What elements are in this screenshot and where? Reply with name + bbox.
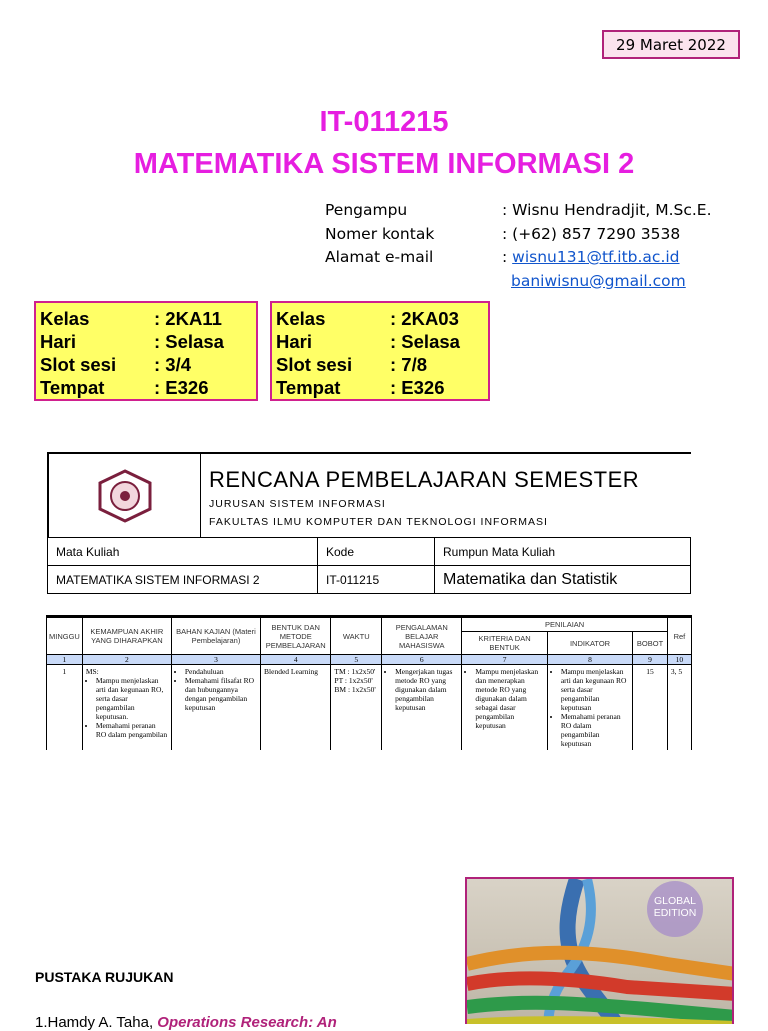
- weekly-header: Ref: [667, 618, 691, 655]
- weekly-subheader: KRITERIA DAN BENTUK: [462, 632, 547, 655]
- bahan-cell: [171, 665, 260, 751]
- rps-faculty: FAKULTAS ILMU KOMPUTER DAN TEKNOLOGI INFORMASI: [209, 516, 548, 528]
- kemampuan-cell: [82, 665, 171, 751]
- date-text: 29 Maret 2022: [616, 35, 726, 54]
- reference-item-1: [35, 1014, 337, 1031]
- column-number: 7: [462, 655, 547, 665]
- weekly-row-week-1: [47, 665, 692, 751]
- class-row: [276, 353, 488, 376]
- class-value: : Selasa: [390, 331, 460, 352]
- ref-cell: 3, 5: [667, 665, 691, 751]
- class-key: Tempat: [276, 377, 341, 398]
- class-card-2ka11: [34, 301, 258, 401]
- contact-row-email: [325, 246, 712, 270]
- class-key: Hari: [276, 331, 312, 352]
- contact-value: : Wisnu Hendradjit, M.Sc.E.: [502, 201, 712, 219]
- column-number: 9: [633, 655, 668, 665]
- rps-info-cell: Matematika dan Statistik: [435, 566, 691, 594]
- rps-info-cell: MATEMATIKA SISTEM INFORMASI 2: [48, 566, 318, 594]
- weekly-header: PENILAIAN: [462, 618, 667, 632]
- email-link-secondary[interactable]: baniwisnu@gmail.com: [511, 271, 686, 290]
- column-number: 6: [382, 655, 462, 665]
- contact-label: Alamat e-mail: [325, 248, 434, 266]
- rps-info-value-row: [48, 566, 691, 594]
- column-number: 5: [331, 655, 382, 665]
- weekly-plan-table: [46, 615, 692, 777]
- rps-head: [47, 452, 691, 538]
- class-row: [40, 376, 256, 399]
- contact-label: Nomer kontak: [325, 224, 435, 243]
- class-row: [276, 376, 488, 399]
- kemampuan-lead: MS:: [85, 667, 99, 676]
- bahan-item: • Memahami filsafat RO dan hubungannya dengan pengambilan keputusan: [185, 676, 257, 712]
- column-number: 2: [82, 655, 171, 665]
- bahan-item: • Pendahuluan: [185, 667, 257, 676]
- class-key: Slot sesi: [276, 354, 353, 375]
- week-cell: 1: [47, 665, 83, 751]
- column-number: 4: [261, 655, 331, 665]
- indikator-cell: [547, 665, 632, 751]
- university-logo-icon: [96, 469, 154, 523]
- contact-row-email-secondary: [325, 270, 712, 294]
- rps-info-label-row: [48, 538, 691, 566]
- weekly-header: KEMAMPUAN AKHIR YANG DIHARAPKAN: [82, 618, 171, 655]
- waktu-line: PT : 1x2x50': [334, 676, 373, 685]
- waktu-cell: [331, 665, 382, 751]
- contact-label: Pengampu: [325, 201, 408, 219]
- weekly-number-row: [47, 655, 692, 665]
- contact-info: [325, 199, 712, 293]
- kemampuan-item: • Memahami peranan RO dalam pengambilan: [96, 721, 168, 739]
- references-heading: PUSTAKA RUJUKAN: [35, 969, 174, 985]
- class-card-2ka03: [270, 301, 490, 401]
- rps-header-table: [47, 452, 691, 598]
- column-number: 3: [171, 655, 260, 665]
- weekly-header: WAKTU: [331, 618, 382, 655]
- class-value: : Selasa: [154, 331, 224, 352]
- rps-info-cell: Mata Kuliah: [48, 538, 318, 566]
- bobot-cell: 15: [633, 665, 668, 751]
- class-value: : 3/4: [154, 354, 192, 375]
- class-row: [276, 307, 488, 330]
- contact-row-phone: [325, 223, 712, 247]
- class-key: Kelas: [40, 308, 90, 329]
- class-value: : E326: [390, 377, 445, 398]
- rps-info-cell: IT-011215: [318, 566, 435, 594]
- rps-info-cell: Rumpun Mata Kuliah: [435, 538, 691, 566]
- logo-cell: [49, 454, 201, 538]
- kriteria-cell: [462, 665, 547, 751]
- rps-info-cell: Kode: [318, 538, 435, 566]
- waktu-line: BM : 1x2x50': [334, 685, 376, 694]
- waktu-line: TM : 1x2x50': [334, 667, 376, 676]
- class-value: : E326: [154, 377, 209, 398]
- class-key: Slot sesi: [40, 354, 117, 375]
- class-key: Kelas: [276, 308, 326, 329]
- class-value: : 2KA03: [390, 308, 459, 329]
- weekly-header: BAHAN KAJIAN (Materi Pembelajaran): [171, 618, 260, 655]
- kriteria-item: • Mampu menjelaskan dan menerapkan metode RO yang digunakan dalam sebagai dasar pengambilan keputusan: [475, 667, 543, 730]
- metode-cell: Blended Learning: [261, 665, 331, 751]
- weekly-header: MINGGU: [47, 618, 83, 655]
- class-row: [40, 330, 256, 353]
- pengalaman-cell: [382, 665, 462, 751]
- column-number: 10: [667, 655, 691, 665]
- indikator-item: • Mampu menjelaskan arti dan kegunaan RO serta dasar pengambilan keputusan: [561, 667, 629, 712]
- pengalaman-item: • Mengerjakan tugas metode RO yang digunakan dalam pengambilan keputusan: [395, 667, 458, 712]
- class-value: : 7/8: [390, 354, 428, 375]
- rps-title: RENCANA PEMBELAJARAN SEMESTER: [209, 467, 640, 492]
- rps-department: JURUSAN SISTEM INFORMASI: [209, 498, 386, 510]
- column-number: 8: [547, 655, 632, 665]
- email-prefix: :: [502, 248, 513, 266]
- contact-row-lecturer: [325, 199, 712, 223]
- reference-author: 1.Hamdy A. Taha,: [35, 1014, 158, 1031]
- global-edition-badge: GLOBAL EDITION: [653, 895, 697, 919]
- class-value: : 2KA11: [154, 308, 222, 329]
- weekly-subheader: BOBOT: [633, 632, 668, 655]
- contact-value: : (+62) 857 7290 3538: [502, 224, 681, 243]
- kemampuan-item: • Mampu menjelaskan arti dan kegunaan RO, serta dasar pengambilan keputusan.: [96, 676, 168, 721]
- class-row: [40, 353, 256, 376]
- class-key: Hari: [40, 331, 76, 352]
- weekly-header: PENGALAMAN BELAJAR MAHASISWA: [382, 618, 462, 655]
- course-title: MATEMATIKA SISTEM INFORMASI 2: [133, 148, 635, 180]
- email-link-primary[interactable]: wisnu131@tf.itb.ac.id: [512, 248, 680, 266]
- class-key: Tempat: [40, 377, 105, 398]
- date-badge: [602, 30, 740, 59]
- class-row: [40, 307, 256, 330]
- column-number: 1: [47, 655, 83, 665]
- weekly-header: BENTUK DAN METODE PEMBELAJARAN: [261, 618, 331, 655]
- course-code: IT-011215: [319, 106, 449, 138]
- indikator-item: • Memahami peranan RO dalam pengambilan keputusan: [561, 712, 629, 748]
- weekly-header-row: [47, 618, 692, 632]
- weekly-subheader: INDIKATOR: [547, 632, 632, 655]
- reference-title: Operations Research: An: [157, 1014, 337, 1031]
- class-row: [276, 330, 488, 353]
- book-cover-image: [465, 877, 734, 1024]
- rps-info-table: [47, 537, 691, 594]
